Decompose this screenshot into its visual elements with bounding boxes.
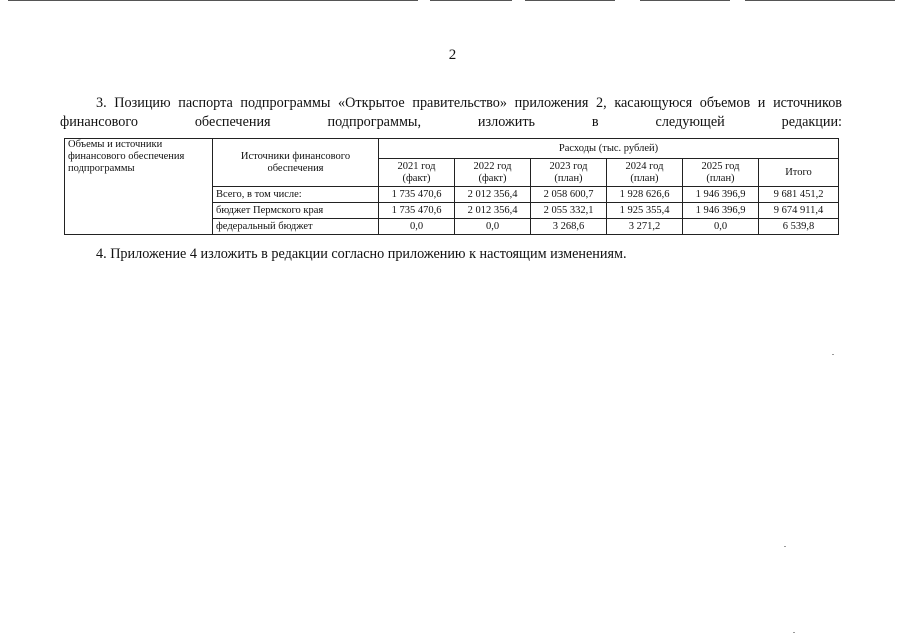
financing-table bbox=[64, 138, 839, 235]
value-cell: 0,0 bbox=[683, 219, 759, 235]
year-header-cell bbox=[379, 159, 455, 187]
value-cell: 0,0 bbox=[379, 219, 455, 235]
year-header-cell bbox=[455, 159, 531, 187]
expenses-header-cell: Расходы (тыс. рублей) bbox=[379, 139, 839, 159]
year-type-label: (план) bbox=[630, 172, 659, 184]
value-cell: 1 946 396,9 bbox=[683, 187, 759, 203]
total-header-cell: Итого bbox=[759, 159, 839, 187]
value-cell: 0,0 bbox=[455, 219, 531, 235]
value-cell: 3 271,2 bbox=[607, 219, 683, 235]
year-label: 2023 год bbox=[549, 160, 588, 172]
scan-speck bbox=[832, 354, 834, 355]
value-cell: 2 055 332,1 bbox=[531, 203, 607, 219]
total-cell: 9 674 911,4 bbox=[759, 203, 839, 219]
year-header-cell bbox=[531, 159, 607, 187]
value-cell: 1 925 355,4 bbox=[607, 203, 683, 219]
year-header-cell bbox=[607, 159, 683, 187]
total-cell: 6 539,8 bbox=[759, 219, 839, 235]
year-label: 2021 год bbox=[397, 160, 436, 172]
year-label: 2024 год bbox=[625, 160, 664, 172]
scan-top-rule bbox=[8, 0, 418, 1]
value-cell: 1 946 396,9 bbox=[683, 203, 759, 219]
scan-speck bbox=[784, 546, 786, 547]
year-type-label: (факт) bbox=[402, 172, 431, 184]
year-header-cell bbox=[683, 159, 759, 187]
year-type-label: (план) bbox=[706, 172, 735, 184]
value-cell: 2 012 356,4 bbox=[455, 187, 531, 203]
value-cell: 2 012 356,4 bbox=[455, 203, 531, 219]
source-cell: бюджет Пермского края bbox=[213, 203, 379, 219]
paragraph-4: 4. Приложение 4 изложить в редакции согласно приложению к настоящим изменениям. bbox=[96, 246, 627, 262]
value-cell: 3 268,6 bbox=[531, 219, 607, 235]
scan-top-rule bbox=[640, 0, 730, 1]
year-type-label: (факт) bbox=[478, 172, 507, 184]
year-type-label: (план) bbox=[554, 172, 583, 184]
page-number: 2 bbox=[448, 47, 457, 63]
source-cell: федеральный бюджет bbox=[213, 219, 379, 235]
value-cell: 1 735 470,6 bbox=[379, 203, 455, 219]
scan-top-rule bbox=[430, 0, 512, 1]
year-label: 2022 год bbox=[473, 160, 512, 172]
value-cell: 1 735 470,6 bbox=[379, 187, 455, 203]
scan-speck bbox=[793, 632, 795, 633]
value-cell: 1 928 626,6 bbox=[607, 187, 683, 203]
source-cell: Всего, в том числе: bbox=[213, 187, 379, 203]
value-cell: 2 058 600,7 bbox=[531, 187, 607, 203]
row-header-cell: Объемы и источники финансового обеспечения подпрограммы bbox=[65, 139, 213, 235]
scan-top-rule bbox=[745, 0, 895, 1]
total-cell: 9 681 451,2 bbox=[759, 187, 839, 203]
year-label: 2025 год bbox=[701, 160, 740, 172]
paragraph-3: 3. Позицию паспорта подпрограммы «Открытое правительство» приложения 2, касающуюся объемов и источников финансового обеспечения подпрограммы, изложить в следующей редакции: bbox=[60, 95, 842, 130]
sources-header-cell: Источники финансового обеспечения bbox=[213, 139, 379, 187]
scan-top-rule bbox=[525, 0, 615, 1]
